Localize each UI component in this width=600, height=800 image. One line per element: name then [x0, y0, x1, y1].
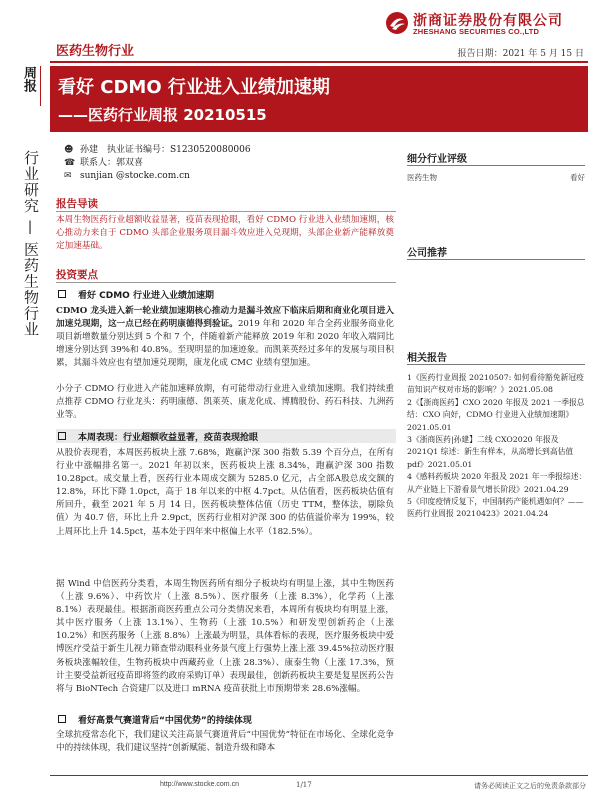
paragraph-3: 从股价表现看，本周医药板块上涨 7.68%，跑赢沪深 300 指数 5.39 个百分点，在所有行业中涨幅排名第一。2021 年初以来，医药板块上涨 8.34%，跑赢沪深 300 指数 10.28pct。成交量上看，医药行业本周成交额为 5285.0 亿元，占全部A股总成交额的 12.8%，环比下降 1.0pct，高于 18 年以来的中枢 4.7pct。从估值看，医药板块估值有所回升，截至 2021 年 5 月 14 日，医药板块整体估值（历史 TTM，整体法，剔除负值）为 40.7 倍，环比上升 2.9pct，医药行业相对沪深 300 的估值溢价率为 199%，较上周环比上升 14.5pct，基本处于四年来中枢偏上水平（182.5%）。: [56, 448, 394, 537]
company-name-cn: 浙商证券股份有限公司: [413, 13, 563, 29]
related-divider: [407, 364, 585, 365]
guide-divider: [56, 211, 396, 212]
related-report-item[interactable]: 5《印度疫情反复下，中国制药产能机遇如何？——医药行业周报 20210423》2021.04.24: [407, 497, 584, 519]
rating-row: [407, 172, 585, 183]
footer-website-link[interactable]: http://www.stocke.com.cn: [160, 781, 239, 788]
related-report-item[interactable]: 4《感料药板块 2020 年报及 2021 年一季报综述：从产业链上下游看景气增长阶段》2021.04.29: [407, 472, 587, 494]
checkbox-square-icon: [58, 290, 66, 298]
guide-heading: 报告导读: [56, 198, 98, 210]
points-heading: 投资要点: [56, 269, 98, 281]
email-icon: ✉: [64, 171, 72, 181]
bullet-heading-1-text: 看好 CDMO 行业进入业绩加速期: [78, 290, 214, 301]
title-banner: [50, 66, 588, 132]
related-report-item[interactable]: 3《浙商医药|孙建】二线 CXO2020 年报及 2021Q1 综述：新生有样本，从高增长到高估值 pdf》2021.05.01: [407, 435, 574, 469]
contact-row: [64, 157, 251, 170]
checkbox-square-icon: [58, 432, 66, 440]
rating-value: 看好: [570, 173, 585, 182]
footer-page-number: 1/17: [296, 781, 312, 789]
related-report-item[interactable]: 1《医药行业周报 20210507: 如何看待豁免新冠疫苗知识产权对市场的影响？》2021.05.08: [407, 373, 584, 395]
rating-sector: 医药生物: [407, 173, 437, 182]
bullet-heading-2: [56, 429, 396, 443]
side-label-weekly: 周报: [21, 66, 36, 92]
bullet-heading-3: [56, 712, 396, 726]
related-heading: 相关报告: [407, 353, 447, 364]
paragraph-4: 据 Wind 中信医药分类看，本周生物医药所有细分子板块均有明显上涨，其中生物医药（上涨 9.6%）、中药饮片（上涨 8.5%）、医疗服务（上涨 8.3%），化学药（上涨 8.1%）表现最佳。根据浙商医药重点公司分类情况来看，本周所有板块均有明显上涨，其中医疗服务（上涨 13.1%）、生物药（上涨 10.5%）和研发型创新药企（上涨 10.2%）和医药服务（上涨 8.8%）上涨最为明显，具体看标的表现，医疗服务板块中爱博医疗受益于新生儿视力筛查带动眼科业务景气度上行强势上涨上涨 39.45%拉动医疗服务板块涨幅较佳，生物药板块中西藏药业（上涨 28.3%）、康泰生物（上涨 17.3%，预计主要受益新冠疫苗即将签约政府采购订单）表现最佳，创新药板块主要是复星医药公告将与 BioNTech 合资建厂以及进口 mRNA 疫苗获批上市预期带来 28.6%涨幅。: [56, 579, 394, 694]
person-icon: ☻: [64, 145, 74, 155]
paragraph-1: [56, 305, 394, 370]
bullet-heading-1: [56, 287, 396, 301]
phone-icon: ☎: [64, 158, 76, 168]
contact-name: 联系人：郭双喜: [80, 158, 144, 168]
company-heading: 公司推荐: [407, 248, 447, 259]
related-report-item[interactable]: 2《【浙商医药】CXO 2020 年报及 2021 一季报总结：CXO 向好，CDMO 行业进入业绩加速期》2021.05.01: [407, 397, 585, 432]
points-divider: [56, 282, 396, 283]
rating-heading: 细分行业评级: [407, 154, 467, 165]
analyst-info: [64, 144, 251, 183]
bullet-heading-3-text: 看好高景气赛道背后“中国优势”的持续体现: [78, 715, 252, 726]
side-label-category: 行业研究 — 医药生物行业: [22, 150, 40, 338]
paragraph-1-lead: CDMO 龙头进入新一轮业绩加速期核心推动力是漏斗效应下临床后期和商业化项目进入加速兑现期，这一点已经在药明康德得到验证。: [56, 306, 394, 330]
analyst-email: sunjian @stocke.com.cn: [80, 171, 190, 181]
paragraph-5: 全球抗疫常态化下，我们建议关注高景气赛道背后“中国优势”特征在市场化、全球化竞争中的持续体现，我们建议坚持“创新赋能、制造升级和降本: [56, 730, 394, 754]
analyst-row: [64, 144, 251, 157]
footer-disclaimer: 请务必阅读正文之后的免责条款部分: [474, 782, 586, 790]
report-subtitle: ——医药行业周报 20210515: [58, 106, 267, 124]
company-logo-icon: [385, 11, 409, 35]
bullet-heading-2-text: 本周表现：行业超额收益显著，疫苗表现抢眼: [78, 432, 259, 443]
industry-label: 医药生物行业: [56, 44, 135, 59]
analyst-name-cert: 孙建 执业证书编号：S1230520080006: [80, 145, 251, 155]
report-date: 报告日期：2021 年 5 月 15 日: [457, 49, 584, 59]
related-reports-list: [407, 372, 587, 521]
company-divider: [407, 259, 585, 260]
side-divider: [40, 66, 41, 106]
report-title: 看好 CDMO 行业进入业绩加速期: [58, 77, 330, 98]
paragraph-2: 小分子 CDMO 行业进入产能加速释放期，有可能带动行业进入业绩加速期。我们持续重点推荐 CDMO 行业龙头：药明康德、凯莱英、康龙化成、博腾股份、药石科技、九洲药业等。: [56, 384, 394, 421]
company-name-en: ZHESHANG SECURITIES CO.,LTD: [413, 27, 540, 36]
email-row: [64, 170, 251, 183]
rating-divider: [407, 165, 585, 166]
footer-divider: [50, 775, 588, 776]
paragraph-1-rest: 2019 年和 2020 年合全药业服务商业化项目新增数量分别达到 5 个和 7 个，伴随着新产能释放 2019 年和 2020 年收入端同比增速分别达到 39%和 40.8%。至现明显的加速迹象。而凯莱英经过多年的发展与项目积累，其漏斗效应也有望加速兑现期，康龙化成 CMC 业绩有望加速。: [56, 319, 394, 369]
company-logo: [385, 10, 585, 38]
checkbox-square-icon: [58, 715, 66, 723]
guide-text: 本周生物医药行业超额收益显著，疫苗表现抢眼，看好 CDMO 行业进入业绩加速期，核心推动力来自于 CDMO 头部企业服务项目漏斗效应进入兑现期，头部企业新产能释放奠定加速基础。: [56, 215, 394, 252]
header-divider: [50, 61, 588, 63]
